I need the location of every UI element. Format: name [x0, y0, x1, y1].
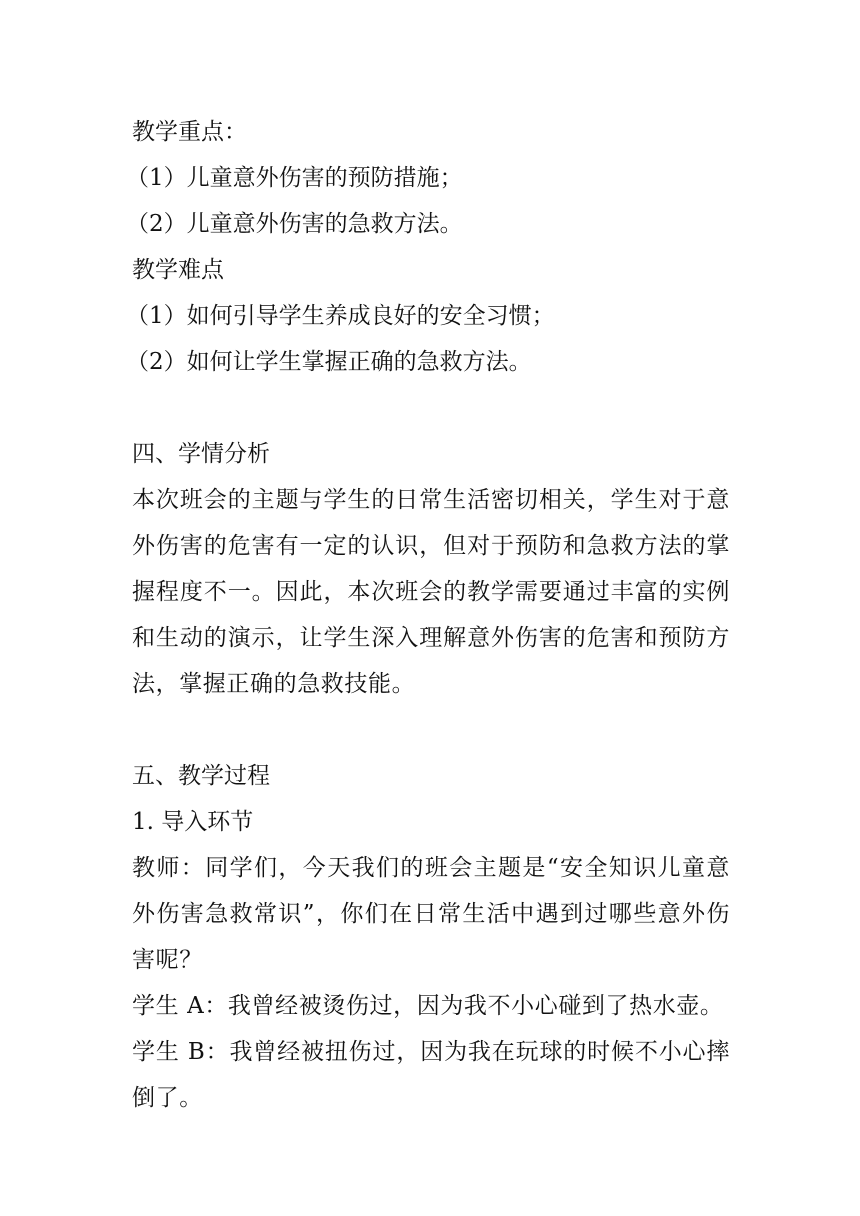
- key-points-heading: 教学重点：: [132, 119, 247, 145]
- intro-subheading: 1. 导入环节: [132, 809, 254, 835]
- section-5-heading: 五、教学过程: [132, 763, 270, 789]
- document-body: [126, 109, 732, 1121]
- spacer: [132, 385, 732, 431]
- key-point-item-2: （2）儿童意外伤害的急救方法。: [126, 211, 463, 237]
- difficulty-item-1: （1）如何引导学生养成良好的安全习惯；: [126, 303, 555, 329]
- student-a-dialogue: 学生 A：我曾经被烫伤过，因为我不小心碰到了热水壶。: [132, 993, 724, 1019]
- difficulties-heading: 教学难点: [132, 257, 224, 283]
- section-4-paragraph: 本次班会的主题与学生的日常生活密切相关，学生对于意外伤害的危害有一定的认识，但对于预防和急救方法的掌握程度不一。因此，本次班会的教学需要通过丰富的实例和生动的演示，让学生深入理解意外伤害的危害和预防方法，掌握正确的急救技能。: [132, 487, 730, 697]
- student-b-dialogue: 学生 B：我曾经被扭伤过，因为我在玩球的时候不小心摔倒了。: [132, 1039, 730, 1111]
- key-point-item-1: （1）儿童意外伤害的预防措施；: [126, 165, 463, 191]
- spacer: [132, 707, 732, 753]
- teacher-dialogue: 教师：同学们，今天我们的班会主题是“安全知识儿童意外伤害急救常识”，你们在日常生活中遇到过哪些意外伤害呢？: [132, 855, 730, 973]
- section-4-heading: 四、学情分析: [132, 441, 270, 467]
- difficulty-item-2: （2）如何让学生掌握正确的急救方法。: [126, 349, 532, 375]
